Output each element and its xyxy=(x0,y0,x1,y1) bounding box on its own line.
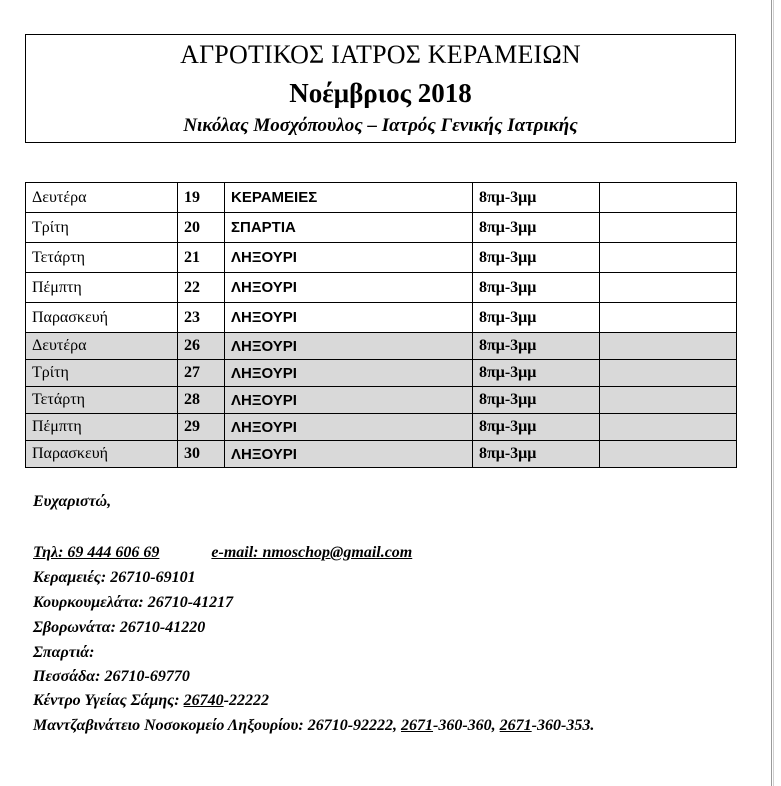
schedule-place-cell: ΛΗΞΟΥΡΙ xyxy=(225,243,473,273)
schedule-place-cell: ΛΗΞΟΥΡΙ xyxy=(225,414,473,441)
hospital-rest-2: -360-353. xyxy=(531,717,595,734)
schedule-place-cell: ΛΗΞΟΥΡΙ xyxy=(225,441,473,468)
doctor-name: Νικόλας Μοσχόπουλος – Ιατρός Γενικής Ιατρικής xyxy=(183,115,578,136)
contact-hospital xyxy=(33,717,594,735)
schedule-extra-cell xyxy=(600,243,737,273)
schedule-row xyxy=(26,183,737,213)
schedule-extra-cell xyxy=(600,213,737,243)
hospital-rest-1: -360-360, xyxy=(433,717,500,734)
schedule-day-cell: Δευτέρα xyxy=(26,183,178,213)
schedule-date-cell: 21 xyxy=(178,243,225,273)
email-text[interactable]: e-mail: nmoschop@gmail.com xyxy=(211,544,413,561)
schedule-date-cell: 22 xyxy=(178,273,225,303)
schedule-day-cell: Τετάρτη xyxy=(26,243,178,273)
schedule-date-cell: 19 xyxy=(178,183,225,213)
schedule-day-cell: Τρίτη xyxy=(26,213,178,243)
header-box xyxy=(25,34,736,143)
schedule-day-cell: Πέμπτη xyxy=(26,273,178,303)
schedule-hours-cell: 8πμ-3μμ xyxy=(473,387,600,414)
hospital-code-2: 2671 xyxy=(499,717,532,734)
phone-text: Τηλ: 69 444 606 69 xyxy=(33,544,160,561)
schedule-date-cell: 29 xyxy=(178,414,225,441)
schedule-hours-cell: 8πμ-3μμ xyxy=(473,183,600,213)
page-edge xyxy=(771,0,772,786)
schedule-hours-cell: 8πμ-3μμ xyxy=(473,303,600,333)
schedule-place-cell: ΛΗΞΟΥΡΙ xyxy=(225,333,473,360)
schedule-day-cell: Παρασκευή xyxy=(26,441,178,468)
schedule-place-cell: ΛΗΞΟΥΡΙ xyxy=(225,360,473,387)
contact-spartia: Σπαρτιά: xyxy=(33,644,95,661)
hospital-label: Μαντζαβινάτειο Νοσοκομείο Ληξουρίου: 26710-92222, xyxy=(33,717,402,734)
schedule-place-cell: ΣΠΑΡΤΙΑ xyxy=(225,213,473,243)
contact-svoronata: Σβορωνάτα: 26710-41220 xyxy=(33,619,206,636)
schedule-extra-cell xyxy=(600,441,737,468)
schedule-extra-cell xyxy=(600,360,737,387)
schedule-date-cell: 26 xyxy=(178,333,225,360)
schedule-extra-cell xyxy=(600,387,737,414)
page-edge-shadow xyxy=(773,0,774,786)
schedule-place-cell: ΛΗΞΟΥΡΙ xyxy=(225,303,473,333)
schedule-extra-cell xyxy=(600,183,737,213)
schedule-extra-cell xyxy=(600,303,737,333)
schedule-day-cell: Παρασκευή xyxy=(26,303,178,333)
schedule-row xyxy=(26,441,737,468)
schedule-row xyxy=(26,414,737,441)
month-title: Νοέμβριος 2018 xyxy=(289,78,472,108)
schedule-row xyxy=(26,243,737,273)
schedule-row xyxy=(26,213,737,243)
schedule-day-cell: Δευτέρα xyxy=(26,333,178,360)
schedule-extra-cell xyxy=(600,333,737,360)
schedule-date-cell: 27 xyxy=(178,360,225,387)
schedule-place-cell: ΛΗΞΟΥΡΙ xyxy=(225,273,473,303)
sami-code: 26740 xyxy=(183,692,224,709)
schedule-row xyxy=(26,303,737,333)
schedule-date-cell: 28 xyxy=(178,387,225,414)
schedule-hours-cell: 8πμ-3μμ xyxy=(473,333,600,360)
schedule-day-cell: Τρίτη xyxy=(26,360,178,387)
page-title: ΑΓΡΟΤΙΚΟΣ ΙΑΤΡΟΣ ΚΕΡΑΜΕΙΩΝ xyxy=(180,40,581,69)
schedule-row xyxy=(26,273,737,303)
schedule-extra-cell xyxy=(600,273,737,303)
contact-kerameies: Κεραμειές: 26710-69101 xyxy=(33,569,196,586)
phone-email-line xyxy=(33,544,412,562)
hospital-code-1: 2671 xyxy=(401,717,434,734)
schedule-hours-cell: 8πμ-3μμ xyxy=(473,213,600,243)
schedule-table xyxy=(25,182,737,468)
schedule-extra-cell xyxy=(600,414,737,441)
schedule-date-cell: 30 xyxy=(178,441,225,468)
schedule-day-cell: Πέμπτη xyxy=(26,414,178,441)
sami-rest: -22222 xyxy=(223,692,269,709)
contact-sami xyxy=(33,692,269,710)
contact-kourkoumelata: Κουρκουμελάτα: 26710-41217 xyxy=(33,594,234,611)
contact-pessada: Πεσσάδα: 26710-69770 xyxy=(33,668,190,685)
schedule-hours-cell: 8πμ-3μμ xyxy=(473,360,600,387)
sami-label: Κέντρο Υγείας Σάμης: xyxy=(33,692,184,709)
schedule-place-cell: ΛΗΞΟΥΡΙ xyxy=(225,387,473,414)
schedule-day-cell: Τετάρτη xyxy=(26,387,178,414)
schedule-date-cell: 23 xyxy=(178,303,225,333)
schedule-row xyxy=(26,333,737,360)
schedule-row xyxy=(26,387,737,414)
schedule-hours-cell: 8πμ-3μμ xyxy=(473,414,600,441)
schedule-hours-cell: 8πμ-3μμ xyxy=(473,243,600,273)
schedule-hours-cell: 8πμ-3μμ xyxy=(473,441,600,468)
thanks-text: Ευχαριστώ, xyxy=(33,493,112,510)
schedule-place-cell: ΚΕΡΑΜΕΙΕΣ xyxy=(225,183,473,213)
schedule-row xyxy=(26,360,737,387)
schedule-date-cell: 20 xyxy=(178,213,225,243)
schedule-hours-cell: 8πμ-3μμ xyxy=(473,273,600,303)
